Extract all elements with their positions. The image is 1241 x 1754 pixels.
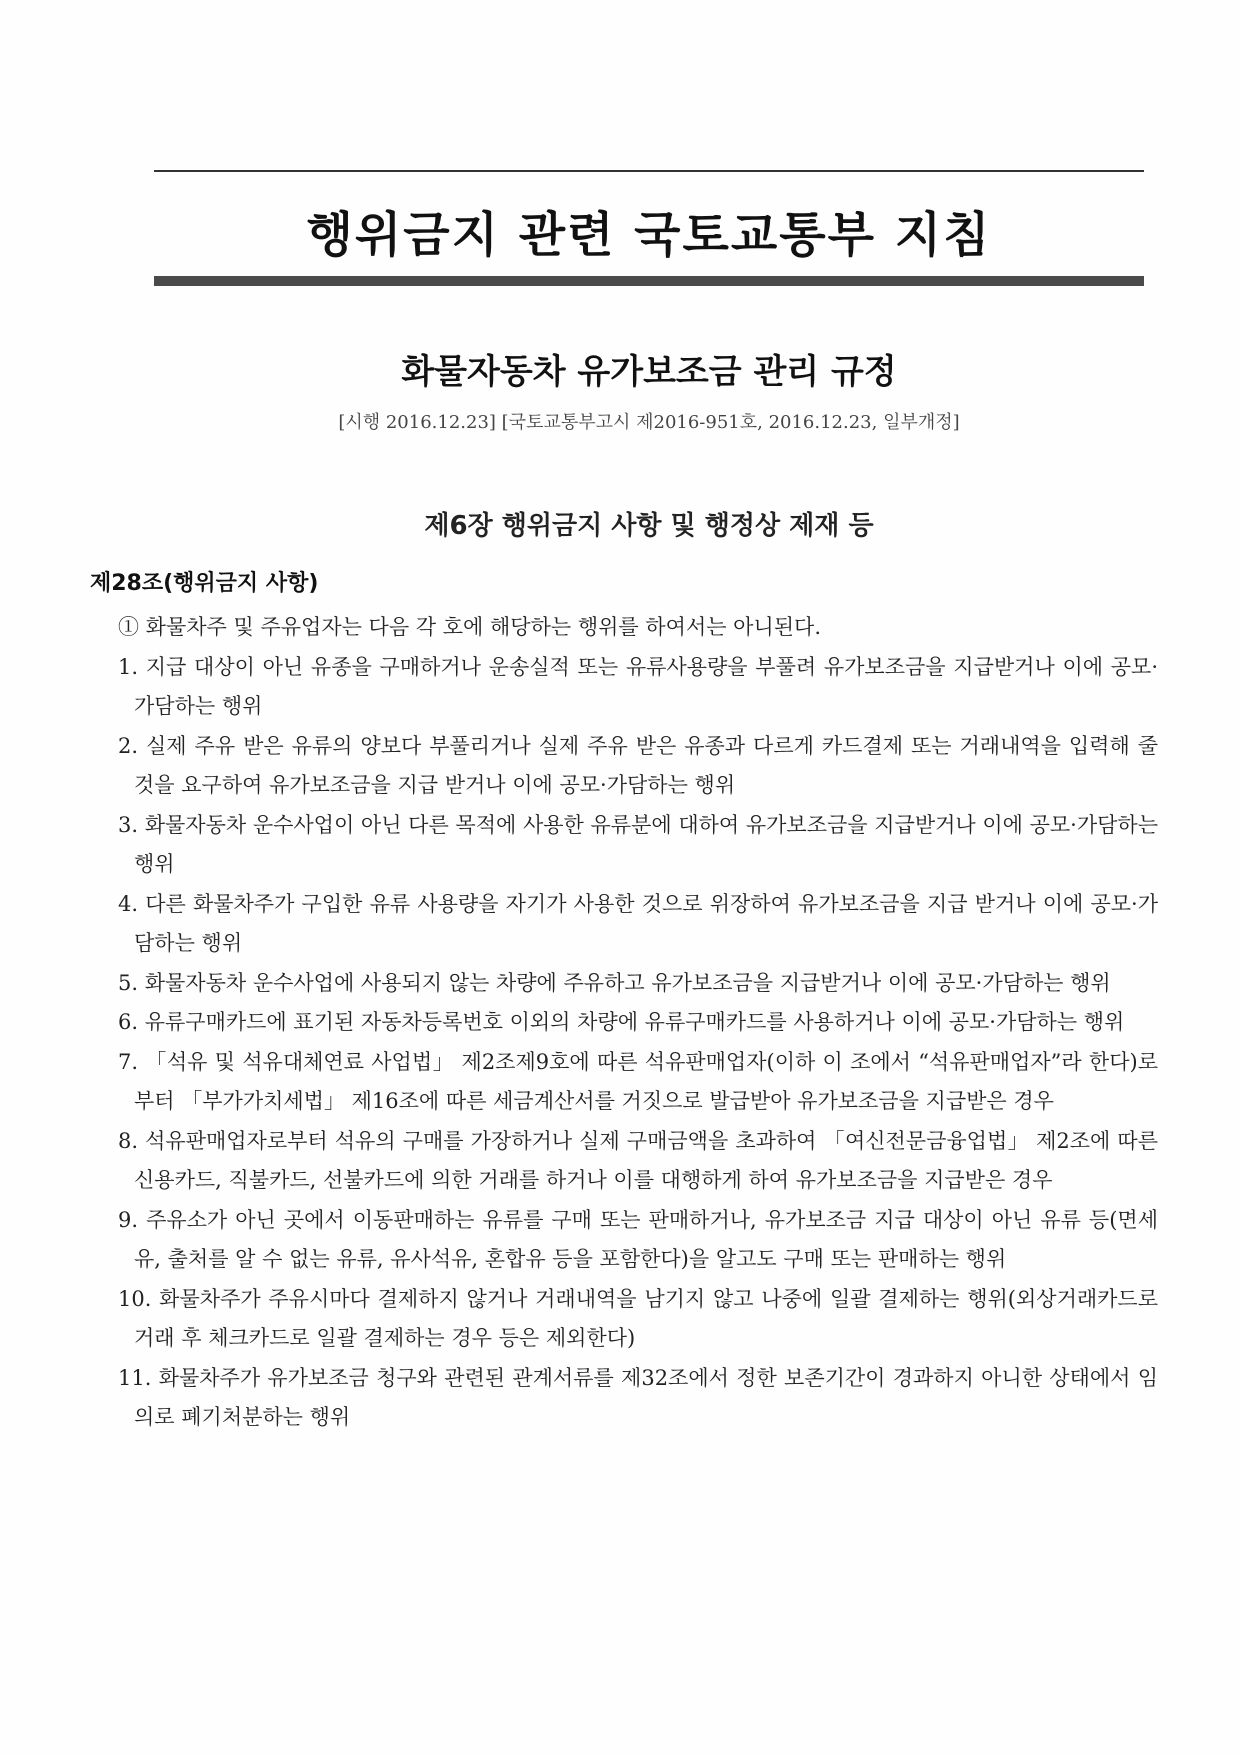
article-body [118, 608, 1158, 1438]
header-bottom-rule [154, 276, 1144, 286]
article-item-2: 2. 실제 주유 받은 유류의 양보다 부풀리거나 실제 주유 받은 유종과 다르게 카드결제 또는 거래내역을 입력해 줄 것을 요구하여 유가보조금을 지급 받거나 이에 공모·가담하는 행위 [118, 733, 1158, 797]
article-item-1: 1. 지급 대상이 아닌 유종을 구매하거나 운송실적 또는 유류사용량을 부풀려 유가보조금을 지급받거나 이에 공모·가담하는 행위 [118, 654, 1158, 718]
article-item-4: 4. 다른 화물차주가 구입한 유류 사용량을 자기가 사용한 것으로 위장하여 유가보조금을 지급 받거나 이에 공모·가담하는 행위 [118, 891, 1158, 955]
article-title: 제28조(행위금지 사항) [90, 571, 319, 596]
article-item-11: 11. 화물차주가 유가보조금 청구와 관련된 관계서류를 제32조에서 정한 보존기간이 경과하지 아니한 상태에서 임의로 폐기처분하는 행위 [118, 1365, 1158, 1429]
article-item-6: 6. 유류구매카드에 표기된 자동차등록번호 이외의 차량에 유류구매카드를 사용하거나 이에 공모·가담하는 행위 [118, 1010, 1125, 1034]
article-item-8: 8. 석유판매업자로부터 석유의 구매를 가장하거나 실제 구매금액을 초과하여 「여신전문금융업법」 제2조에 따른 신용카드, 직불카드, 선불카드에 의한 거래를 하거나 이를 대행하게 하여 유가보조금을 지급받은 경우 [118, 1128, 1158, 1192]
article-item-3: 3. 화물자동차 운수사업이 아닌 다른 목적에 사용한 유류분에 대하여 유가보조금을 지급받거나 이에 공모·가담하는 행위 [118, 812, 1158, 876]
regulation-title: 화물자동차 유가보조금 관리 규정 [401, 352, 897, 392]
main-title: 행위금지 관련 국토교통부 지침 [306, 207, 992, 263]
chapter-title: 제6장 행위금지 사항 및 행정상 제재 등 [424, 511, 874, 541]
article-item-9: 9. 주유소가 아닌 곳에서 이동판매하는 유류를 구매 또는 판매하거나, 유가보조금 지급 대상이 아닌 유류 등(면세유, 출처를 알 수 없는 유류, 유사석유, 혼합유 등을 포함한다)을 알고도 구매 또는 판매하는 행위 [118, 1207, 1158, 1271]
article-item-10: 10. 화물차주가 주유시마다 결제하지 않거나 거래내역을 남기지 않고 나중에 일괄 결제하는 행위(외상거래카드로 거래 후 체크카드로 일괄 결제하는 경우 등은 제외한다) [118, 1286, 1158, 1350]
article-item-7: 7. 「석유 및 석유대체연료 사업법」 제2조제9호에 따른 석유판매업자(이하 이 조에서 “석유판매업자”라 한다)로부터 「부가가치세법」 제16조에 따른 세금계산서를 거짓으로 발급받아 유가보조금을 지급받은 경우 [118, 1049, 1158, 1113]
article-intro: ① 화물차주 및 주유업자는 다음 각 호에 해당하는 행위를 하여서는 아니된다. [118, 615, 822, 639]
regulation-meta: [시행 2016.12.23] [국토교통부고시 제2016-951호, 2016.12.23, 일부개정] [338, 412, 960, 433]
article-item-5: 5. 화물자동차 운수사업에 사용되지 않는 차량에 주유하고 유가보조금을 지급받거나 이에 공모·가담하는 행위 [118, 970, 1111, 995]
header-top-rule [154, 170, 1144, 172]
